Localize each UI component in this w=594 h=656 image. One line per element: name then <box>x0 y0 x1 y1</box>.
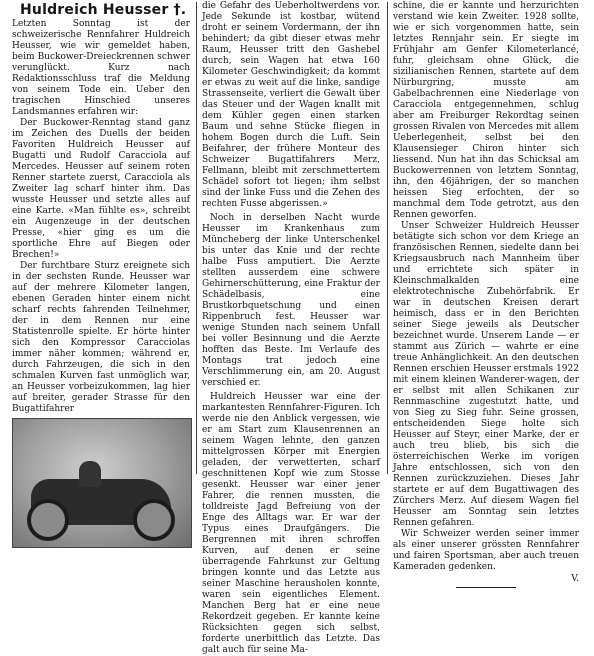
column-divider <box>387 2 388 474</box>
column-3 <box>393 1 579 588</box>
paragraph: Der furchtbare Sturz ereignete sich in der sechsten Runde. Heusser war auf der mehrere Kilometer langen, ebenen Geraden hinter einem nicht scharf rechts fahrenden Teilnehmer, der in dem Rennen nur eine Statistenrolle spielte. Er hörte hinter sich den Kompressor Caracciolas immer näher kommen; während er, durch Fahrzeugen, die sich in den schmalen Kurven fast unmöglich war, an Heusser vorbeizukommen, lag hier auf breiter, gerader Strasse für den Bugattifahrer <box>12 261 190 414</box>
paragraph: Noch in derselben Nacht wurde Heusser im Krankenhaus zum Müncheberg der linke Unterschenkel bis unter das Knie und der rechte halbe Fuss amputiert. Die Aerzte stellten ausserdem eine schwere Gehirnerschütterung, eine Fraktur der Schädelbasis, eine Brustkorbquetschung und einen Rippenbruch fest. Heusser war wenige Stunden nach seinem Unfall bei voller Besinnung und die Aerzte hofften das Beste. Im Verlaufe des Montags trat jedoch eine Verschlimmerung ein, am 20. August verschied er. <box>202 213 380 388</box>
paragraph: Huldreich Heusser war eine der markantesten Rennfahrer-Figuren. Ich werde nie den Anblick vergessen, wie er am Start zum Klausenrennen an seinem Wagen lehnte, den ganzen mittelgrossen Körper mit Energien geladen, der verwetterten, scharf geschnittenen Kopf wie zum Stosse gesenkt. Heusser war einer jener Fahrer, die rennen mussten, die tolldreiste Jagd Befreiung von der Enge des Alltags war. Er war der Typus eines Draufgängers. Die Bergrennen mit ihren schroffen Kurven, auf denen er seine überragende Fahrkunst zur Geltung bringen konnte und das Letzte aus seiner Maschine herausholen konnte, waren sein eigentliches Element. Manchen Berg hat er eine neue Rekordzeit gegeben. Er kannte keine Rücksichten gegen sich selbst, forderte unerbittlich das Letzte. Das galt auch für seine Ma- <box>202 392 380 655</box>
driver-shape <box>79 461 101 487</box>
wheel-shape <box>27 499 69 541</box>
column-2 <box>202 1 380 656</box>
paragraph: die Gefahr des Ueberholtwerdens vor. Jede Sekunde ist kostbar, wütend droht er seinem Vordermann, der ihn behindert; da gibt dieser etwas mehr Raum, Heusser tritt den Gashebel durch, sein Wagen hat etwa 160 Kilometer Geschwindigkeit; da kommt er etwas zu weit auf die linke, sandige Strassenseite, verliert die Gewalt über das Steuer und der Wagen knallt mit dem Kühler gegen einen starken Baum und sehne Stücke fliegen in hohem Bogen durch die Luft. Sein Beifahrer, der frühere Monteur des Schweizer Bugattifahrers Merz, Fellmann, bleibt mit zerschmettertem Schädel sofort tot liegen; ihm selbst sind der linke Fuss und die Zehen des rechten Fusse abgerissen.» <box>202 1 380 209</box>
paragraph: Wir Schweizer werden seiner immer als einer unserer grössten Rennfahrer und fairen Sportsman, aber auch treuen Kameraden gedenken. <box>393 529 579 572</box>
end-rule <box>456 587 516 588</box>
paragraph: Unser Schweizer Huldreich Heusser betätigte sich schon vor dem Kriege an französischen Rennen, siedelte dann bei Kriegsausbruch nach Mannheim über und errichtete sich später in Kleinschmalkalden eine elektrotechnische Zubehörfabrik. Er war in deutschen Kreisen derart heimisch, dass er in den Berichten seiner Siege jeweils als Deutscher bezeichnet wurde. Unserem Lande — er stammt aus Zürich — wahrte er eine treue Anhänglichkeit. An den deutschen Rennen erschien Heusser erstmals 1922 mit einem kleinen Wanderer-wagen, der er selbst mit allen Schikanen zur Rennmaschine zugestutzt hatte, und von Sieg zu Sieg fuhr. Seine grossen, entscheidenden Siege holte sich Heusser auf Steyr, einer Marke, der er auch treu blieb, bis sich die österreichischen Werke im vorigen Jahre entschlossen, sich von den Rennen zurückzuziehen. Dieses Jahr startete er auf dem Bugattiwagen des Zürchers Merz. Auf diesem Wagen fiel Heusser am Sonntag sein letztes Rennen gefahren. <box>393 221 579 528</box>
column-1 <box>12 19 190 551</box>
wheel-shape <box>133 499 175 541</box>
paragraph: Der Buckower-Renntag stand ganz im Zeichen des Duells der beiden Favoriten Huldreich Heusser auf Bugatti und Rudolf Caracciola auf Mercedes. Heusser auf seinem roten Renner startete zuerst, Caracciola als Zweiter lag scharf hinter ihm. Das wusste Heusser und setzte alles auf eine Karte. «Man fühlte es», schreibt ein Augenzeuge in der deutschen Presse, «hier ging es um die sportliche Ehre auf Biegen oder Brechen!» <box>12 118 190 260</box>
racing-car-photo <box>12 418 192 548</box>
column-divider <box>196 2 197 474</box>
paragraph: Letzten Sonntag ist der schweizerische Rennfahrer Huldreich Heusser, wie wir gemeldet haben, beim Buckower-Dreieckrennen schwer verunglückt. Kurz nach Redaktionsschluss traf die Meldung von seinem Tode ein. Ueber den tragischen Hinschied unseres Landsmannes erfahren wir: <box>12 19 190 117</box>
paragraph: schine, die er kannte und herzurichten verstand wie kein Zweiter. 1928 sollte, wie er sich vorgenommen hatte, sein letztes Rennjahr sein. Er siegte im Frühjahr am Genfer Kilometerlancé, fuhr, gleichsam ohne Glück, die sizilianischen Rennen, startete auf dem Nürburgring, musste am Gabelbachrennen eine Niederlage von Caracciola entgegennehmen, schlug aber am Freiburger Rekordtag seinen grossen Rivalen von Mercedes mit allem Ueberlegenheit, selbst bei den Klausensieger Chiron hinter sich liessend. Nun hat ihn das Schicksal am Buckowerrennen von letztem Sonntag, ihn, den 46jährigen, der so manchen heissen Sieg erfochten, der so manchmal dem Tode getrotzt, aus den Rennen geworfen. <box>393 1 579 220</box>
author-signature: V. <box>571 574 579 584</box>
article-title: Huldreich Heusser †. <box>20 2 187 18</box>
